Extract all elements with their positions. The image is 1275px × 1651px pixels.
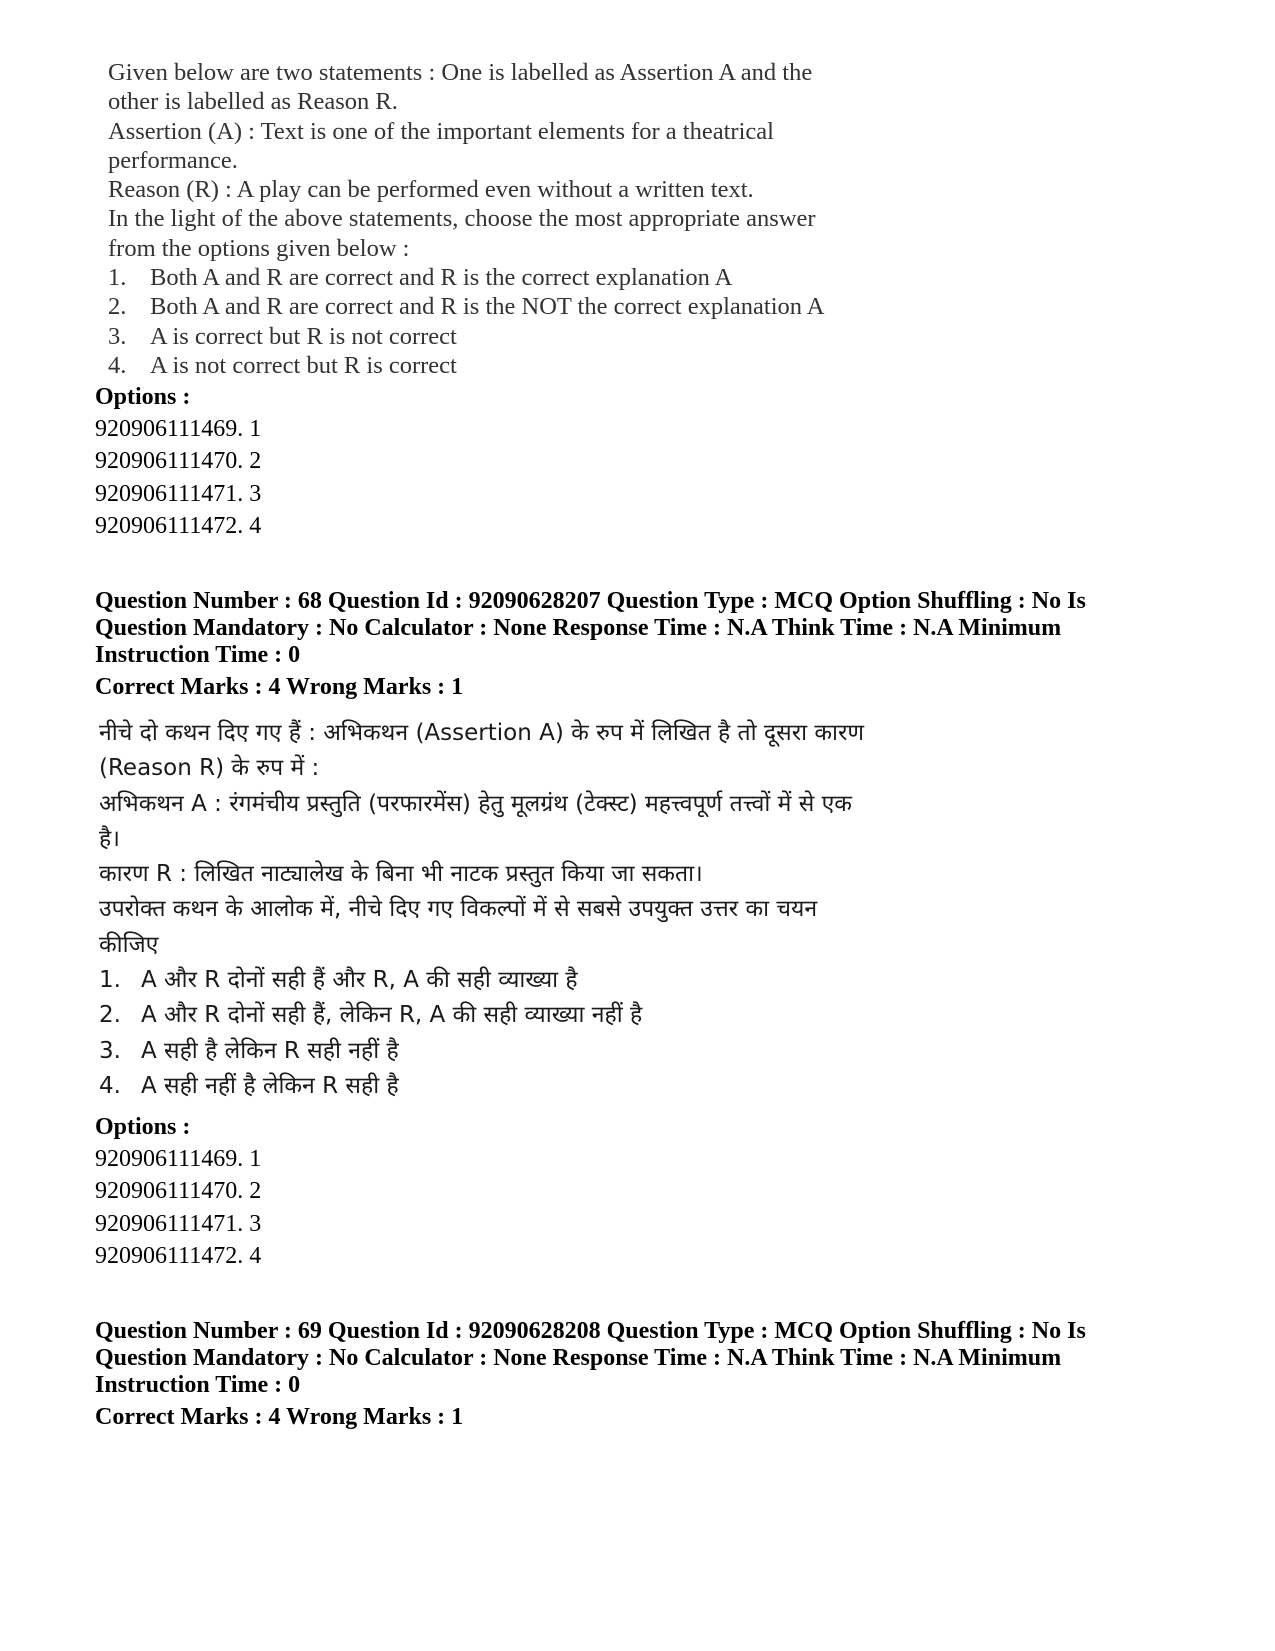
question-line: कीजिए [99,931,159,958]
choice-item [99,1069,999,1104]
choice-item [108,263,1008,292]
meta-line: Instruction Time : 0 [95,642,301,668]
choice-text: A सही नहीं है लेकिन R सही है [141,1072,399,1099]
option-item: 920906111471. 3 [95,480,262,507]
question-68-meta [95,588,1195,669]
choice-number: 3. [108,322,127,350]
choice-text: Both A and R are correct and R is the NOT the correct explanation A [150,293,825,321]
choice-list [108,263,1008,380]
question-line: from the options given below : [108,234,410,262]
choice-text: A सही है लेकिन R सही नहीं है [141,1037,399,1064]
choice-list [99,963,999,1104]
choice-item [108,351,1008,380]
question-line: है। [99,825,120,852]
question-line: other is labelled as Reason R. [108,88,398,116]
choice-number: 2. [99,1002,121,1029]
question-69-meta [95,1318,1195,1399]
question-line: Given below are two statements : One is labelled as Assertion A and the [108,59,813,86]
question-line: कारण R : लिखित नाट्यालेख के बिना भी नाटक प्रस्तुत किया जा सकता। [99,861,703,888]
question-69-marks: Correct Marks : 4 Wrong Marks : 1 [95,1404,464,1430]
option-item: 920906111472. 4 [95,512,262,539]
hindi-question-image [99,716,999,1104]
meta-line: Question Number : 69 Question Id : 92090628208 Question Type : MCQ Option Shuffling : No Is [95,1318,1086,1344]
choice-item [108,322,1008,351]
choice-text: A is correct but R is not correct [150,322,457,350]
choice-number: 4. [99,1072,121,1099]
question-line: नीचे दो कथन दिए गए हैं : अभिकथन (Assertion A) के रुप में लिखित है तो दूसरा कारण [99,720,865,746]
choice-number: 1. [108,264,127,292]
question-68-marks: Correct Marks : 4 Wrong Marks : 1 [95,674,464,700]
option-item: 920906111470. 2 [95,448,262,475]
choice-item [108,292,1008,321]
choice-item [99,998,999,1033]
option-item: 920906111469. 1 [95,416,262,442]
choice-number: 1. [99,967,121,994]
option-item: 920906111469. 1 [95,1146,262,1172]
choice-text: A is not correct but R is correct [150,351,457,379]
options-list [95,413,261,542]
question-line: Assertion (A) : Text is one of the important elements for a theatrical [108,117,774,145]
option-item: 920906111471. 3 [95,1210,262,1237]
options-list [95,1143,261,1272]
meta-line: Question Number : 68 Question Id : 92090628207 Question Type : MCQ Option Shuffling : No Is [95,588,1086,614]
choice-text: A और R दोनों सही हैं, लेकिन R, A की सही व्याख्या नहीं है [141,1002,643,1029]
question-line: अभिकथन A : रंगमंचीय प्रस्तुति (परफारमेंस) हेतु मूलग्रंथ (टेक्स्ट) महत्त्वपूर्ण तत्त्वों में से एक [99,790,852,817]
choice-number: 3. [99,1037,121,1064]
choice-item [99,1034,999,1069]
question-line: In the light of the above statements, choose the most appropriate answer [108,205,816,233]
question-line: Reason (R) : A play can be performed even without a written text. [108,176,754,204]
meta-line: Question Mandatory : No Calculator : None Response Time : N.A Think Time : N.A Minimum [95,615,1062,641]
option-item: 920906111472. 4 [95,1242,262,1269]
english-question-image [108,58,1008,380]
question-line: performance. [108,146,238,174]
options-heading: Options : [95,1114,191,1140]
meta-line: Instruction Time : 0 [95,1372,301,1398]
question-line: (Reason R) के रुप में : [99,755,320,782]
choice-text: A और R दोनों सही हैं और R, A की सही व्याख्या है [141,967,578,994]
choice-text: Both A and R are correct and R is the correct explanation A [150,264,733,292]
choice-item [99,963,999,998]
choice-number: 4. [108,351,127,379]
option-item: 920906111470. 2 [95,1178,262,1205]
question-line: उपरोक्त कथन के आलोक में, नीचे दिए गए विकल्पों में से सबसे उपयुक्त उत्तर का चयन [99,896,818,923]
options-heading: Options : [95,384,191,410]
choice-number: 2. [108,293,127,321]
meta-line: Question Mandatory : No Calculator : None Response Time : N.A Think Time : N.A Minimum [95,1345,1062,1371]
